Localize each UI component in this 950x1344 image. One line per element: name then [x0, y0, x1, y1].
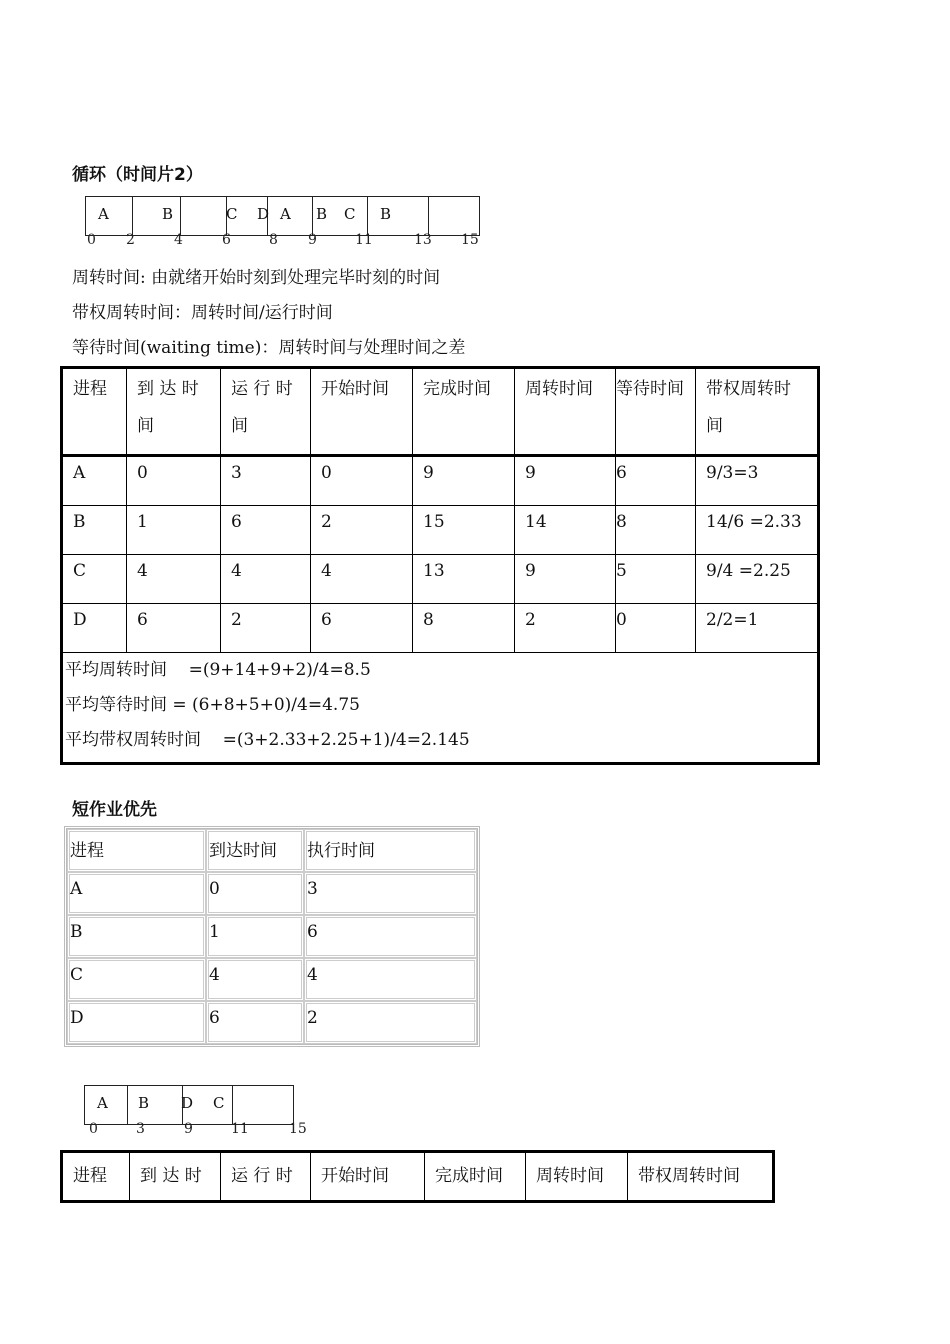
gantt-label: B: [138, 1094, 150, 1112]
table-cell: 9: [515, 456, 616, 506]
gantt-label: C: [226, 205, 238, 223]
tick-label: 15: [461, 232, 479, 248]
tick-label: 0: [89, 1121, 98, 1137]
table-cell: 9/4 =2.25: [696, 555, 819, 604]
table-cell: 1: [127, 506, 221, 555]
table-cell: B: [62, 506, 127, 555]
summary-row: [62, 653, 819, 764]
avg-weighted-turnaround: 平均带权周转时间 =(3+2.33+2.25+1)/4=2.145: [65, 730, 470, 750]
def-weighted-turnaround: 带权周转时间：周转时间/运行时间: [72, 303, 333, 323]
gantt-divider: [428, 196, 429, 236]
gantt-label: D: [257, 205, 270, 223]
header-cell: 执行时间: [304, 829, 477, 872]
gantt-divider: [127, 1085, 128, 1125]
table-cell: A: [62, 456, 127, 506]
rr-gantt-chart: [85, 196, 480, 236]
tick-label: 9: [184, 1121, 193, 1137]
table-row: [67, 958, 477, 1001]
avg-waiting: 平均等待时间 = (6+8+5+0)/4=4.75: [65, 695, 360, 715]
tick-label: 11: [355, 232, 373, 248]
tick-label: 13: [414, 232, 432, 248]
table-cell: 6: [221, 506, 311, 555]
gantt-divider: [180, 196, 181, 236]
table-cell: 6: [311, 604, 413, 653]
table-cell: D: [67, 1001, 206, 1044]
header-cell: 进程: [62, 368, 127, 456]
gantt-label: D: [181, 1094, 194, 1112]
sjf-gantt-chart: [84, 1085, 294, 1125]
table-cell: 2: [221, 604, 311, 653]
table-cell: 4: [304, 958, 477, 1001]
table-row: [62, 506, 819, 555]
tick-label: 15: [289, 1121, 307, 1137]
table-cell: 0: [206, 872, 304, 915]
summary-cell: [62, 653, 819, 764]
gantt-divider: [232, 1085, 233, 1125]
table-cell: 5: [616, 555, 696, 604]
header-cell: 到 达 时 间: [127, 368, 221, 456]
rr-title: 循环（时间片2）: [72, 165, 203, 185]
table-cell: 1: [206, 915, 304, 958]
rr-result-table: [60, 366, 820, 765]
header-cell: 到 达 时: [130, 1152, 221, 1202]
sjf-input-table: [64, 826, 480, 1047]
header-cell: 运 行 时: [221, 1152, 311, 1202]
table-cell: C: [67, 958, 206, 1001]
table-cell: 2: [515, 604, 616, 653]
sjf-result-table: [60, 1150, 775, 1203]
table-row: [67, 1001, 477, 1044]
table-cell: 9: [413, 456, 515, 506]
table-cell: 4: [221, 555, 311, 604]
gantt-label: B: [162, 205, 174, 223]
table-cell: 14: [515, 506, 616, 555]
tick-label: 6: [222, 232, 231, 248]
tick-label: 3: [136, 1121, 145, 1137]
gantt-label: B: [380, 205, 392, 223]
table-row: [67, 915, 477, 958]
gantt-divider: [132, 196, 133, 236]
table-row: [62, 456, 819, 506]
table-cell: 8: [413, 604, 515, 653]
table-cell: 13: [413, 555, 515, 604]
table-cell: 2: [304, 1001, 477, 1044]
sjf-title: 短作业优先: [72, 800, 157, 820]
table-header-row: [62, 368, 819, 456]
tick-label: 11: [231, 1121, 249, 1137]
gantt-label: A: [280, 205, 291, 223]
tick-label: 9: [308, 232, 317, 248]
header-cell: 进程: [67, 829, 206, 872]
table-cell: 4: [311, 555, 413, 604]
table-cell: 6: [616, 456, 696, 506]
table-cell: 9: [515, 555, 616, 604]
table-cell: 3: [304, 872, 477, 915]
table-cell: 2/2=1: [696, 604, 819, 653]
tick-label: 2: [126, 232, 135, 248]
table-cell: 9/3=3: [696, 456, 819, 506]
header-cell: 开始时间: [311, 1152, 425, 1202]
header-cell: 带权周转时间: [628, 1152, 774, 1202]
table-cell: 6: [127, 604, 221, 653]
avg-turnaround: 平均周转时间 =(9+14+9+2)/4=8.5: [65, 660, 371, 680]
gantt-divider: [367, 196, 368, 236]
gantt-label: C: [344, 205, 356, 223]
gantt-label: C: [213, 1094, 225, 1112]
def-waiting: 等待时间(waiting time)：周转时间与处理时间之差: [72, 338, 466, 358]
table-row: [62, 604, 819, 653]
header-cell: 周转时间: [526, 1152, 628, 1202]
gantt-label: B: [316, 205, 328, 223]
tick-label: 8: [269, 232, 278, 248]
header-cell: 开始时间: [311, 368, 413, 456]
table-cell: A: [67, 872, 206, 915]
table-row: [62, 555, 819, 604]
table-cell: 8: [616, 506, 696, 555]
tick-label: 0: [87, 232, 96, 248]
table-cell: 0: [127, 456, 221, 506]
table-cell: D: [62, 604, 127, 653]
table-cell: 6: [206, 1001, 304, 1044]
table-cell: 2: [311, 506, 413, 555]
header-cell: 进程: [62, 1152, 130, 1202]
table-cell: B: [67, 915, 206, 958]
table-header-row: [67, 829, 477, 872]
table-cell: C: [62, 555, 127, 604]
gantt-label: A: [97, 1094, 108, 1112]
header-cell: 完成时间: [413, 368, 515, 456]
table-cell: 4: [206, 958, 304, 1001]
def-turnaround: 周转时间: 由就绪开始时刻到处理完毕时刻的时间: [72, 268, 441, 288]
table-header-row: [62, 1152, 774, 1202]
table-cell: 3: [221, 456, 311, 506]
table-cell: 6: [304, 915, 477, 958]
header-cell: 等待时间: [616, 368, 696, 456]
gantt-label: A: [98, 205, 109, 223]
table-row: [67, 872, 477, 915]
header-cell: 带权周转时 间: [696, 368, 819, 456]
header-cell: 到达时间: [206, 829, 304, 872]
tick-label: 4: [174, 232, 183, 248]
table-cell: 0: [311, 456, 413, 506]
header-cell: 完成时间: [425, 1152, 526, 1202]
table-cell: 0: [616, 604, 696, 653]
table-cell: 15: [413, 506, 515, 555]
gantt-divider: [312, 196, 313, 236]
header-cell: 运 行 时 间: [221, 368, 311, 456]
table-cell: 4: [127, 555, 221, 604]
header-cell: 周转时间: [515, 368, 616, 456]
table-cell: 14/6 =2.33: [696, 506, 819, 555]
